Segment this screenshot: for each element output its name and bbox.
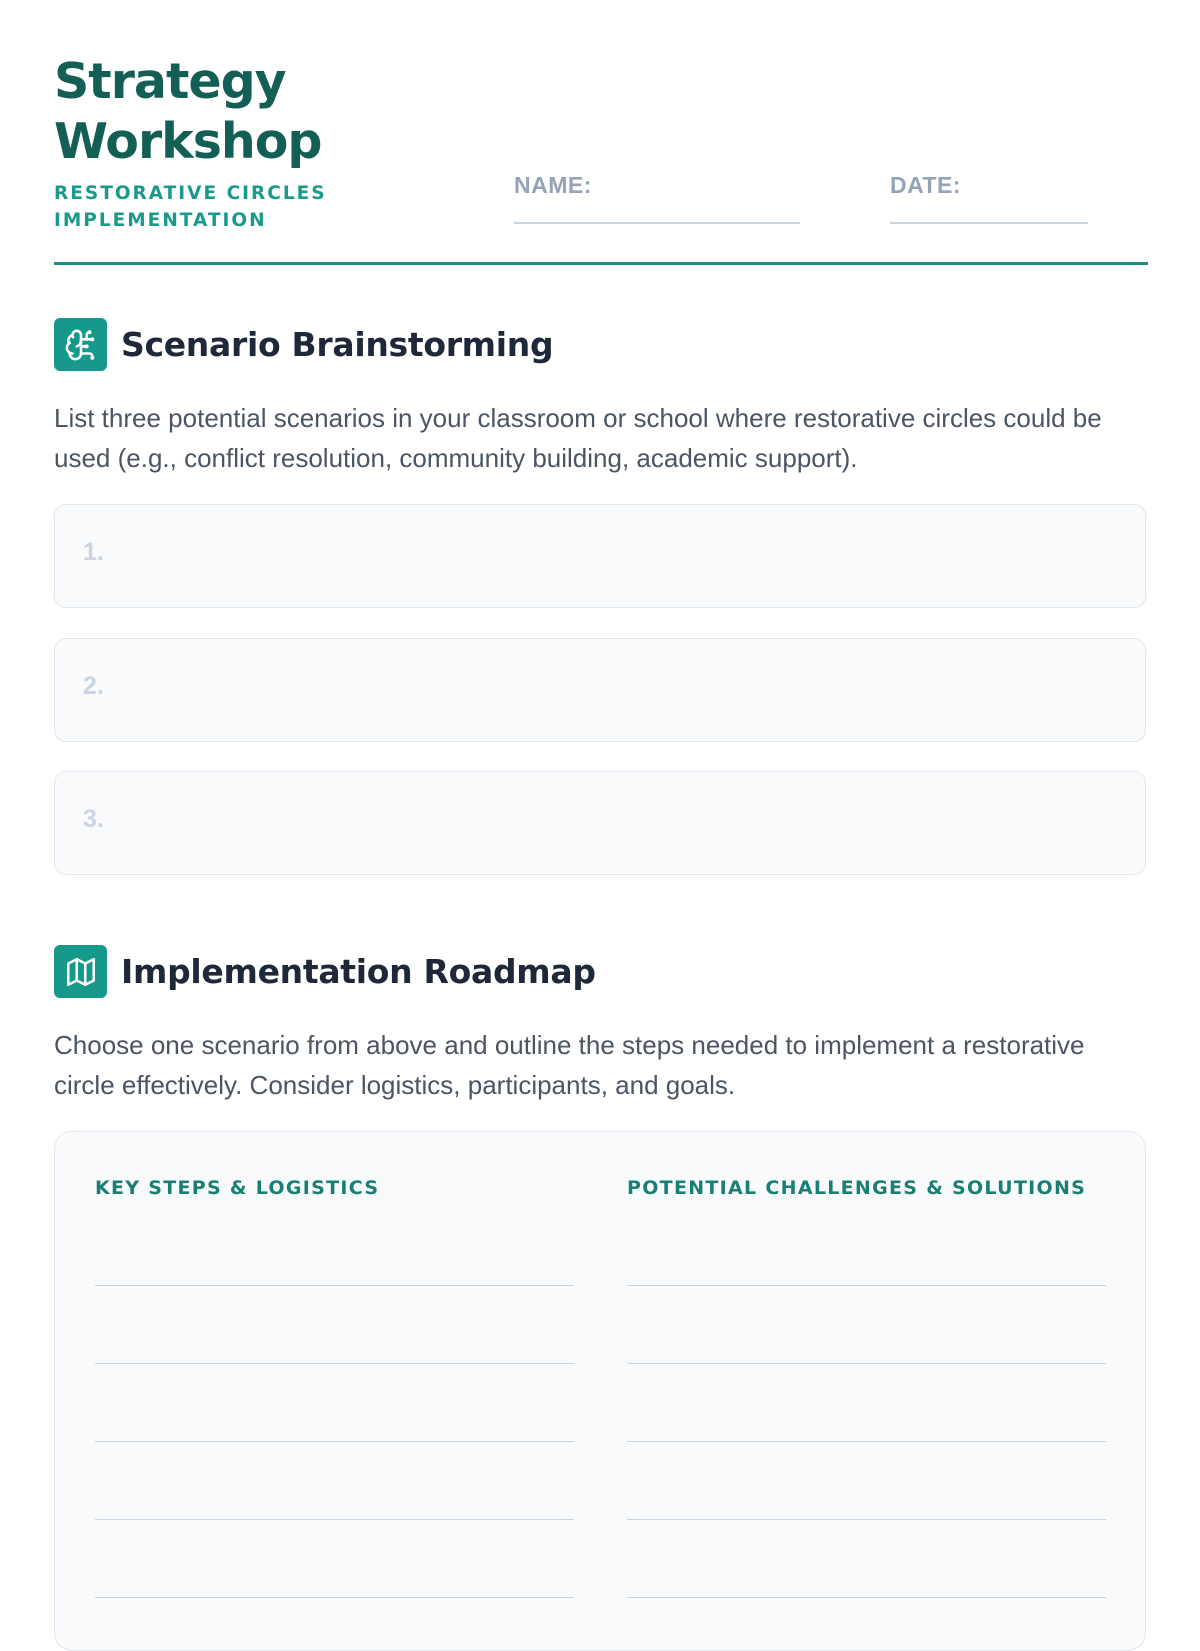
implementation-roadmap-description: Choose one scenario from above and outline the steps needed to implement a restorative circle effectively. Consider logistics, participants, and goals. <box>54 1030 1085 1100</box>
challenges-line[interactable] <box>627 1364 1106 1442</box>
key-steps-line[interactable] <box>95 1364 574 1442</box>
challenges-column <box>627 1176 1106 1598</box>
scenario-brainstorming-title: Scenario Brainstorming <box>121 325 554 364</box>
scenario-brainstorming-description: List three potential scenarios in your classroom or school where restorative circles could be used (e.g., conflict resolution, community building, academic support). <box>54 403 1102 473</box>
date-input-line[interactable] <box>890 222 1088 224</box>
worksheet-header <box>54 52 1148 265</box>
implementation-roadmap-header <box>54 945 596 998</box>
implementation-roadmap-title: Implementation Roadmap <box>121 952 596 991</box>
page-title <box>54 52 414 172</box>
scenario-answer-box-3[interactable] <box>54 771 1146 875</box>
key-steps-line[interactable] <box>95 1442 574 1520</box>
scenario-brainstorming-header <box>54 318 553 371</box>
page-title-line-1: Strategy <box>54 53 286 110</box>
key-steps-line[interactable] <box>95 1286 574 1364</box>
page-subtitle-line-2: IMPLEMENTATION <box>54 210 267 231</box>
scenario-answer-box-2[interactable] <box>54 638 1146 742</box>
page-title-line-2: Workshop <box>54 113 322 170</box>
key-steps-column <box>95 1176 574 1598</box>
challenges-line[interactable] <box>627 1286 1106 1364</box>
name-field <box>514 170 800 224</box>
challenges-column-title: POTENTIAL CHALLENGES & SOLUTIONS <box>627 1177 1087 1199</box>
key-steps-column-title: KEY STEPS & LOGISTICS <box>95 1177 380 1199</box>
date-label: DATE: <box>890 172 962 198</box>
scenario-answer-box-1[interactable] <box>54 504 1146 608</box>
brain-icon <box>54 318 107 371</box>
scenario-number-2: 2. <box>83 672 104 700</box>
map-icon <box>54 945 107 998</box>
challenges-line[interactable] <box>627 1520 1106 1598</box>
page-subtitle <box>54 180 374 234</box>
name-label: NAME: <box>514 172 592 198</box>
page-subtitle-line-1: RESTORATIVE CIRCLES <box>54 183 327 204</box>
key-steps-line[interactable] <box>95 1520 574 1598</box>
roadmap-panel <box>54 1131 1146 1651</box>
challenges-line[interactable] <box>627 1442 1106 1520</box>
scenario-number-3: 3. <box>83 805 104 833</box>
scenario-number-1: 1. <box>83 538 104 566</box>
challenges-line[interactable] <box>627 1200 1106 1286</box>
date-field <box>890 170 1088 224</box>
key-steps-line[interactable] <box>95 1200 574 1286</box>
name-input-line[interactable] <box>514 222 800 224</box>
